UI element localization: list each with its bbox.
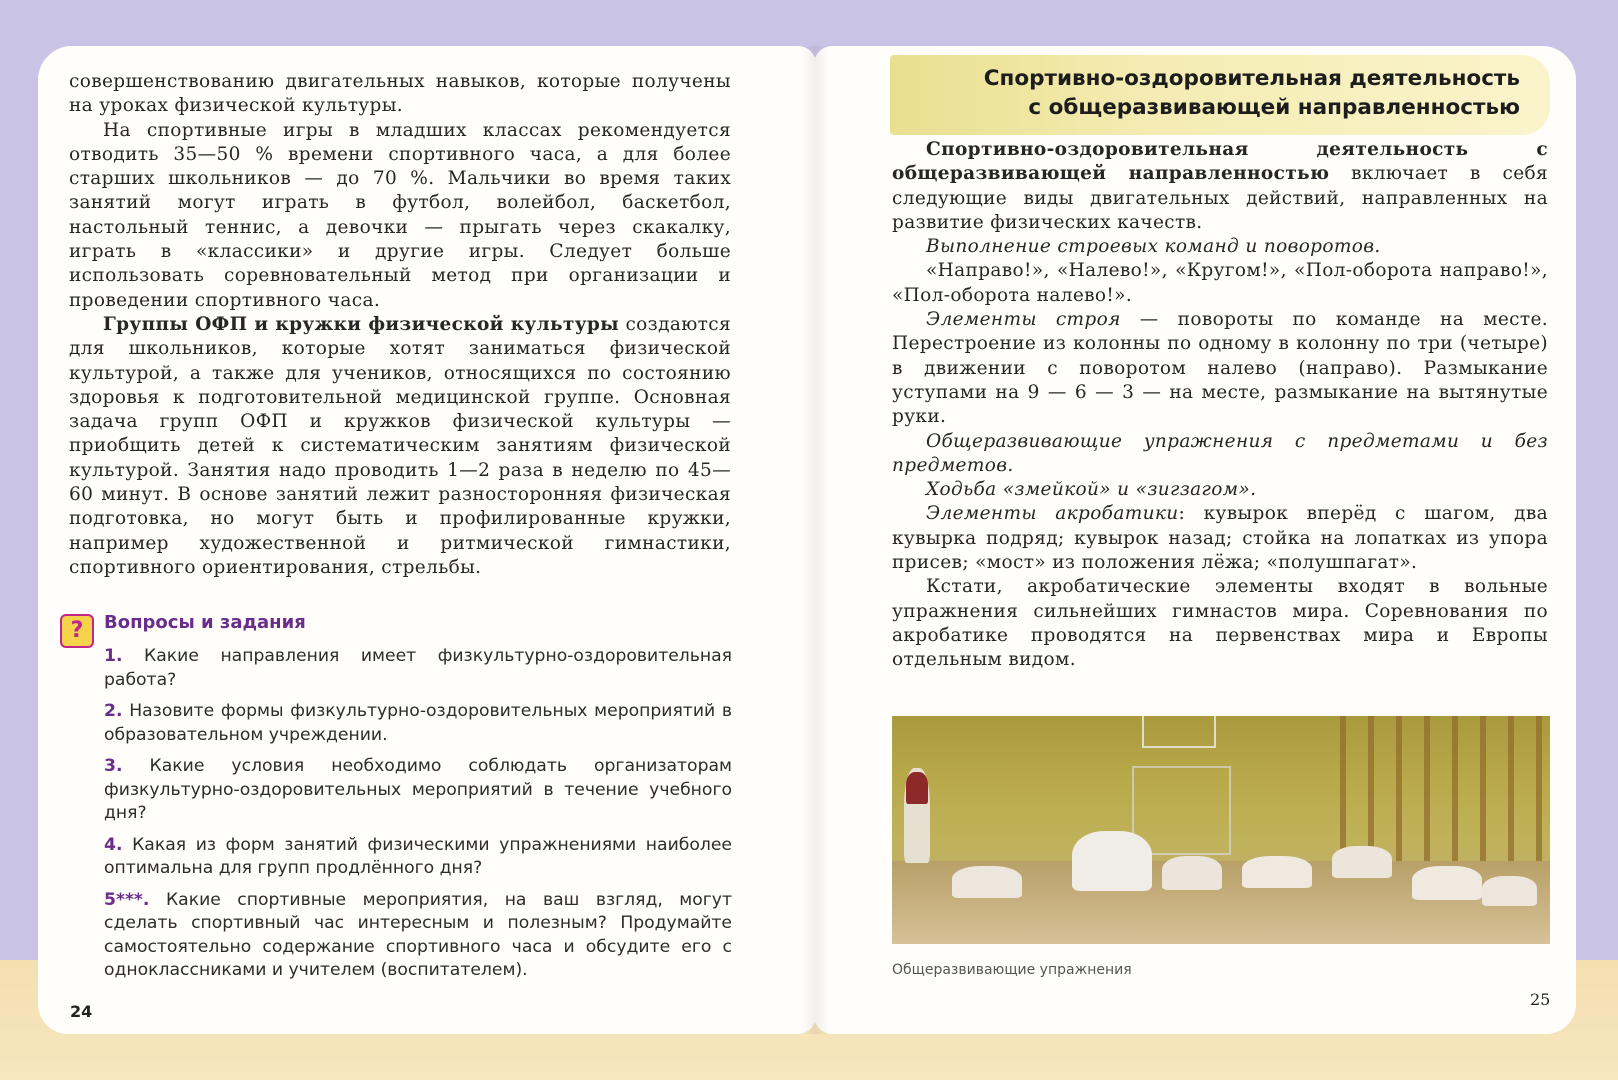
ofp-groups-text: создаются для школьников, которые хотят заниматься физической культурой, а также для учеников, относящихся по состоянию здоровья к подготовительной медицинской группе. Основная задача групп ОФП и кружков физической культуры — приобщить детей к систематическим занятиям физической культурой. Занятия надо проводить 1—2 раза в неделю по 45—60 минут. В основе занятий лежит разносторонняя физическая подготовка, но могут быть и профилированные кружки, например художественной и ритмической гимнастики, спортивного ориентирования, стрельбы.: [69, 313, 731, 578]
paragraph-drill-commands: «Направо!», «Налево!», «Кругом!», «Пол-оборота направо!», «Пол-оборота налево!».: [892, 260, 1548, 306]
paragraph-drill-heading: [892, 235, 1548, 259]
acrobatics-term: Элементы акробатики: [926, 503, 1179, 525]
formation-term: Элементы строя: [926, 309, 1121, 331]
question-text: Назовите формы физкультурно-оздоровительных мероприятий в образовательном учреждении.: [104, 701, 733, 745]
question-item: [104, 700, 732, 747]
intro-term: Спортивно-оздоровительная деятельность с общеразвивающей направленностью: [892, 139, 1548, 185]
question-number: 2.: [104, 701, 123, 721]
questions-list: [104, 645, 732, 991]
paragraph-note: Кстати, акробатические элементы входят в вольные упражнения сильнейших гимнастов мира. Соревнования по акробатике проводятся на первенствах мира и Европы отдельным видом.: [892, 576, 1548, 671]
student-figure: [952, 866, 1022, 898]
page-number-left: 24: [70, 1002, 93, 1021]
left-main-text: [69, 70, 731, 580]
question-item: [104, 645, 732, 692]
question-text: Какие направления имеет физкультурно-оздоровительная работа?: [104, 646, 733, 690]
student-figure: [1332, 846, 1392, 878]
question-text: Какие спортивные мероприятия, на ваш взгляд, могут сделать спортивный час интересным и полезным? Продумайте самостоятельно содержание спортивного часа и обсудите его с одноклассниками и учителем (воспитателем).: [104, 889, 732, 980]
paragraph-formation: [892, 308, 1548, 429]
student-figure: [1482, 876, 1537, 906]
paragraph-continuation: совершенствованию двигательных навыков, которые получены на уроках физической культуры.: [69, 71, 731, 117]
question-number: 3.: [104, 756, 123, 776]
paragraph-walking: [892, 478, 1548, 502]
formation-text: — повороты по команде на месте. Перестроение из колонны по одному в колонну по три (четыре) в движении с поворотом налево (направо). Размыкание уступами на 9 — 6 — 3 — на месте, размыкание на вытянутые руки.: [892, 309, 1548, 428]
book-gutter: [800, 46, 830, 1034]
question-item: [104, 889, 732, 983]
right-main-text: [892, 138, 1548, 673]
intro-text: включает в себя следующие виды двигательных действий, направленных на развитие физических качеств.: [892, 163, 1548, 233]
question-number: 5***.: [104, 889, 150, 910]
section-heading-line1: Спортивно-оздоровительная деятельность: [983, 66, 1520, 91]
wall-bars: [1340, 716, 1550, 866]
acrobatics-text: : кувырок вперёд с шагом, два кувырка подряд; кувырок назад; стойка на лопатках из упора присев; «мост» из положения лёжа; «полушпагат».: [892, 503, 1548, 574]
student-figure: [1072, 831, 1152, 891]
section-heading-line2: с общеразвивающей направленностью: [1028, 95, 1520, 120]
section-heading-box: [890, 55, 1550, 135]
paragraph-intro: [892, 138, 1548, 235]
coach-shirt: [906, 772, 928, 804]
ofp-groups-term: Группы ОФП и кружки физической культуры: [103, 313, 620, 335]
question-mark-icon: ?: [60, 614, 94, 648]
questions-title: Вопросы и задания: [104, 612, 306, 633]
photo-caption: Общеразвивающие упражнения: [892, 962, 1132, 978]
question-item: [104, 834, 732, 881]
exercises-heading: Общеразвивающие упражнения с предметами и без предметов.: [892, 430, 1548, 476]
paragraph-sports-games: На спортивные игры в младших классах рекомендуется отводить 35—50 % времени спортивного часа, а для более старших школьников — до 70 %. Мальчики во время таких занятий могут играть в футбол, волейбол, баскетбол, настольный теннис, а девочки — прыгать через скакалку, играть в «классики» и другие игры. Следует больше использовать соревновательный метод при организации и проведении спортивного часа.: [69, 119, 731, 311]
walking-heading: Ходьба «змейкой» и «зигзагом».: [926, 479, 1257, 501]
question-number: 4.: [104, 834, 123, 855]
question-text: Какая из форм занятий физическими упражнениями наиболее оптимальна для групп продлённого дня?: [104, 834, 732, 878]
question-item: [104, 755, 732, 826]
drill-heading: Выполнение строевых команд и поворотов.: [926, 236, 1381, 258]
paragraph-acrobatics: [892, 502, 1548, 575]
basketball-hoop: [1142, 716, 1216, 748]
section-heading: [984, 64, 1520, 122]
student-figure: [1242, 856, 1312, 888]
page-number-right: 25: [1530, 990, 1551, 1009]
student-figure: [1162, 856, 1222, 890]
question-number: 1.: [104, 646, 123, 666]
paragraph-exercises: [892, 430, 1548, 479]
paragraph-ofp-groups: [69, 313, 731, 580]
gym-photo: [892, 716, 1550, 944]
student-figure: [1412, 866, 1482, 900]
question-text: Какие условия необходимо соблюдать организаторам физкультурно-оздоровительных мероприятий в течение учебного дня?: [104, 756, 732, 823]
